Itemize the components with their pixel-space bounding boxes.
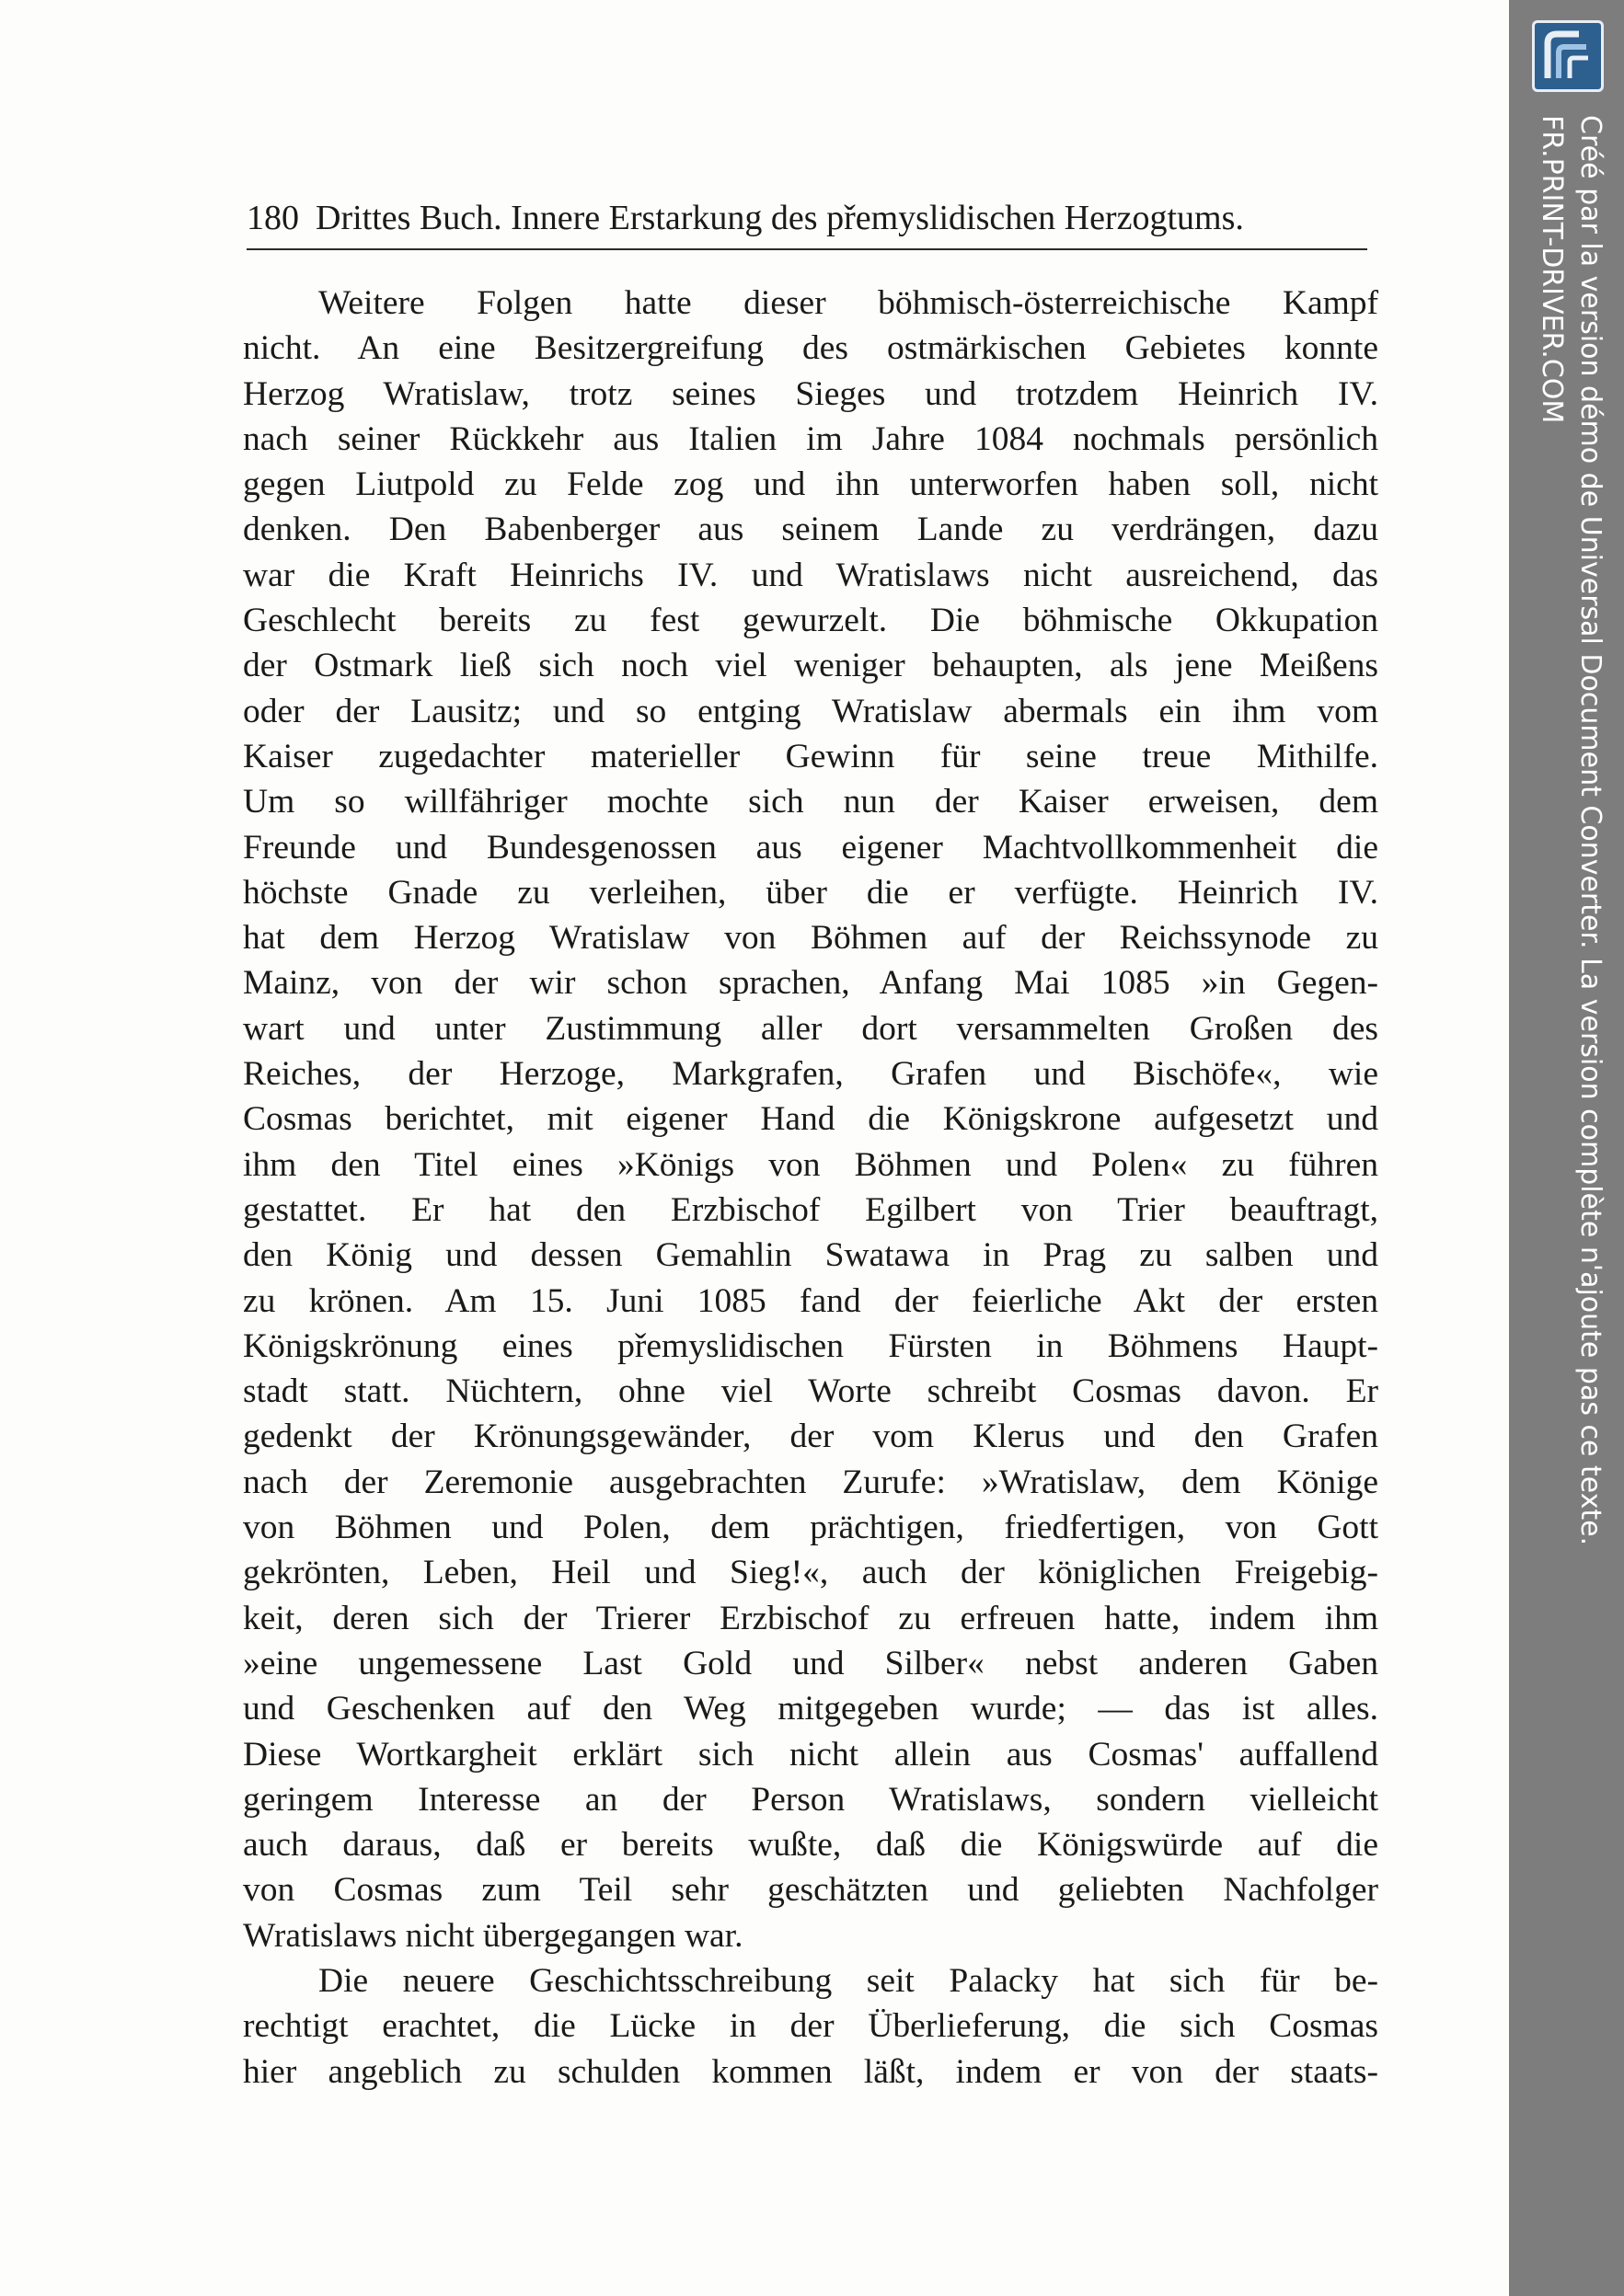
document-converter-logo-icon: [1532, 20, 1604, 92]
text-line: Diese Wortkargheit erklärt sich nicht allein aus Cosmas' auffallend: [243, 1735, 1378, 1774]
text-line: hat dem Herzog Wratislaw von Böhmen auf der Reichssynode zu: [243, 919, 1378, 958]
text-line: Königskrönung eines přemyslidischen Fürsten in Böhmens Haupt-: [243, 1326, 1378, 1365]
text-line: Wratislaws nicht übergegangen war.: [243, 1916, 743, 1955]
text-line: geringem Interesse an der Person Wratislaws, sondern vielleicht: [243, 1780, 1378, 1819]
text-line: denken. Den Babenberger aus seinem Lande zu verdrängen, dazu: [243, 511, 1378, 549]
text-line: von Cosmas zum Teil sehr geschätzten und geliebten Nachfolger: [243, 1871, 1378, 1910]
text-line: Um so willfähriger mochte sich nun der Kaiser erweisen, dem: [243, 783, 1378, 821]
text-line: gegen Liutpold zu Felde zog und ihn unterworfen haben soll, nicht: [243, 465, 1378, 504]
watermark-text-block: [1517, 115, 1609, 1546]
running-title: Drittes Buch. Innere Erstarkung des přemyslidischen Herzogtums.: [316, 199, 1244, 237]
text-line: zu krönen. Am 15. Juni 1085 fand der feierliche Akt der ersten: [243, 1281, 1378, 1320]
text-line: gekrönten, Leben, Heil und Sieg!«, auch der königlichen Freigebig-: [243, 1554, 1378, 1592]
text-line: »eine ungemessene Last Gold und Silber« nebst anderen Gaben: [243, 1644, 1378, 1682]
text-line: der Ostmark ließ sich noch viel weniger behaupten, als jene Meißens: [243, 647, 1378, 685]
text-line: Weitere Folgen hatte dieser böhmisch-österreichische Kampf: [318, 284, 1378, 322]
text-line: höchste Gnade zu verleihen, über die er verfügte. Heinrich IV.: [243, 873, 1378, 912]
text-line: auch daraus, daß er bereits wußte, daß die Königswürde auf die: [243, 1826, 1378, 1865]
text-line: rechtigt erachtet, die Lücke in der Überlieferung, die sich Cosmas: [243, 2007, 1378, 2046]
text-line: gestattet. Er hat den Erzbischof Egilbert von Trier beauftragt,: [243, 1190, 1378, 1229]
text-line: Die neuere Geschichtsschreibung seit Palacky hat sich für be-: [318, 1961, 1378, 2000]
watermark-line-2: FR.PRINT-DRIVER.COM: [1536, 115, 1568, 424]
text-line: ihm den Titel eines »Königs von Böhmen und Polen« zu führen: [243, 1145, 1378, 1184]
text-line: hier angeblich zu schulden kommen läßt, indem er von der staats-: [243, 2052, 1378, 2091]
page-number: 180: [247, 199, 299, 237]
text-line: keit, deren sich der Trierer Erzbischof zu erfreuen hatte, indem ihm: [243, 1599, 1378, 1637]
text-line: und Geschenken auf den Weg mitgegeben wurde; — das ist alles.: [243, 1690, 1378, 1728]
text-line: Kaiser zugedachter materieller Gewinn für seine treue Mithilfe.: [243, 737, 1378, 775]
watermark-text: [1532, 115, 1609, 1546]
text-line: nach seiner Rückkehr aus Italien im Jahre 1084 nochmals persönlich: [243, 419, 1378, 458]
text-line: Reiches, der Herzoge, Markgrafen, Grafen und Bischöfe«, wie: [243, 1055, 1378, 1094]
text-line: von Böhmen und Polen, dem prächtigen, friedfertigen, von Gott: [243, 1509, 1378, 1547]
header-rule: [247, 248, 1367, 250]
text-line: Mainz, von der wir schon sprachen, Anfang Mai 1085 »in Gegen-: [243, 964, 1378, 1003]
text-line: nach der Zeremonie ausgebrachten Zurufe: »Wratislaw, dem Könige: [243, 1463, 1378, 1501]
running-head: [247, 195, 1367, 241]
watermark-sidebar: [1509, 0, 1624, 2296]
text-line: stadt statt. Nüchtern, ohne viel Worte schreibt Cosmas davon. Er: [243, 1372, 1378, 1411]
text-line: Geschlecht bereits zu fest gewurzelt. Die böhmische Okkupation: [243, 602, 1378, 640]
text-line: oder der Lausitz; und so entging Wratislaw abermals ein ihm vom: [243, 692, 1378, 730]
body-text: [243, 281, 1378, 2095]
text-line: gedenkt der Krönungsgewänder, der vom Klerus und den Grafen: [243, 1418, 1378, 1456]
text-line: Freunde und Bundesgenossen aus eigener Machtvollkommenheit die: [243, 828, 1378, 867]
logo-glyph: [1535, 23, 1601, 89]
watermark-line-1: Créé par la version démo de Universal Document Converter. La version complète n'ajoute pas ce texte.: [1574, 115, 1607, 1546]
text-line: Cosmas berichtet, mit eigener Hand die Königskrone aufgesetzt und: [243, 1100, 1378, 1139]
text-line: wart und unter Zustimmung aller dort versammelten Großen des: [243, 1009, 1378, 1048]
text-line: Herzog Wratislaw, trotz seines Sieges und trotzdem Heinrich IV.: [243, 374, 1378, 413]
text-line: nicht. An eine Besitzergreifung des ostmärkischen Gebietes konnte: [243, 329, 1378, 368]
text-line: war die Kraft Heinrichs IV. und Wratislaws nicht ausreichend, das: [243, 556, 1378, 594]
text-line: den König und dessen Gemahlin Swatawa in Prag zu salben und: [243, 1236, 1378, 1275]
